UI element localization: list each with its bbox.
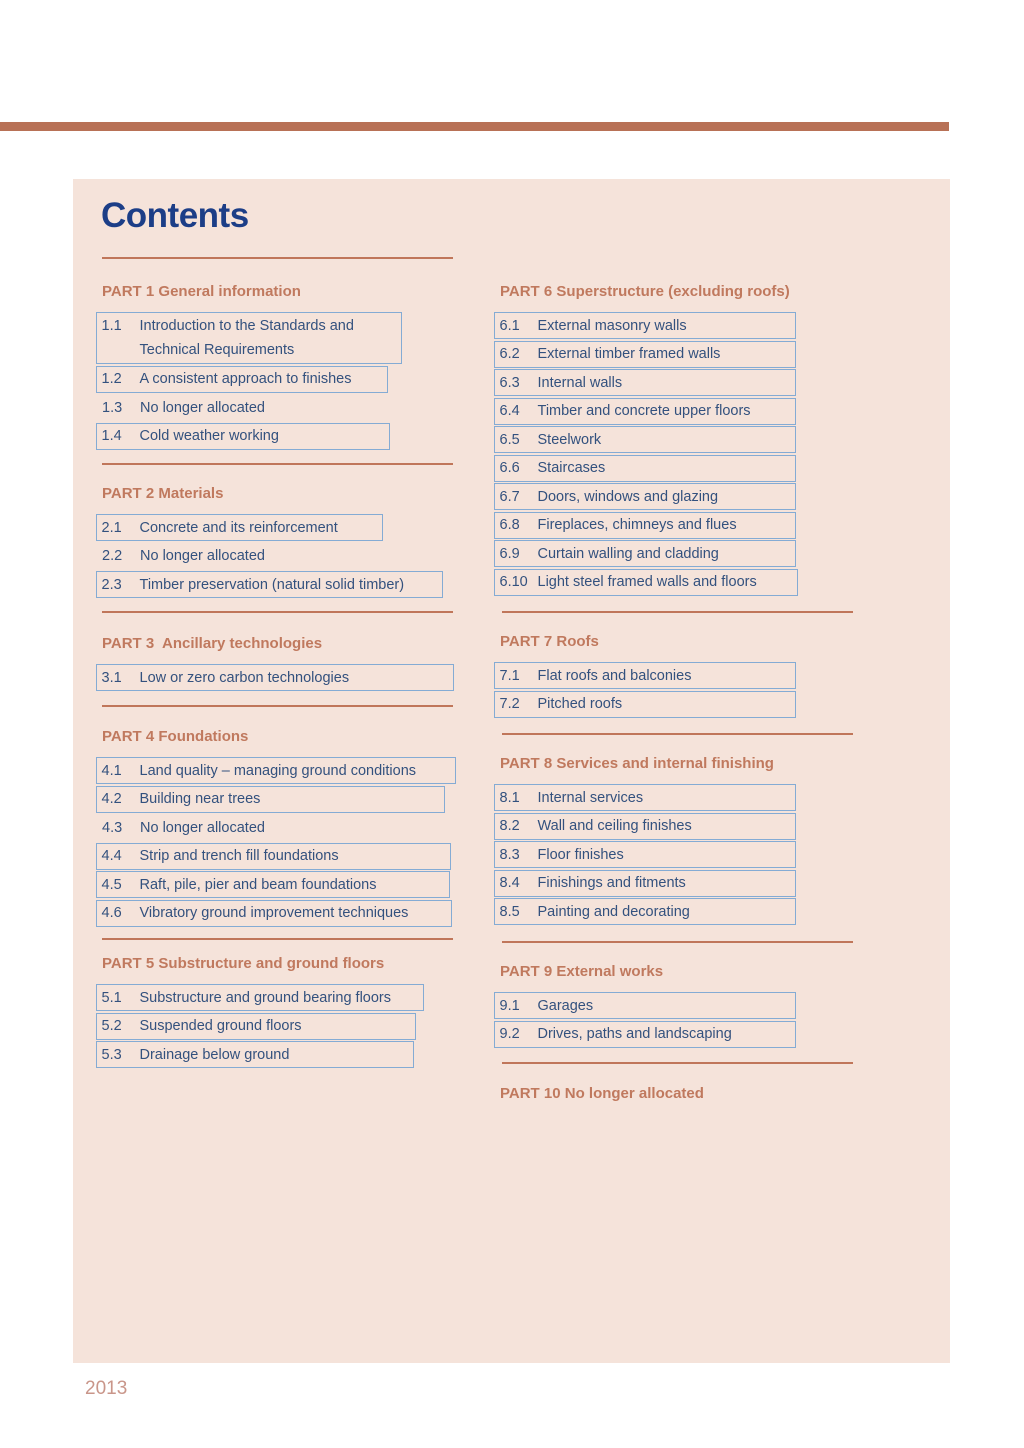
part-section-4: [96, 728, 456, 928]
toc-item-label: Strip and trench fill foundations: [139, 848, 339, 864]
toc-item-8.3[interactable]: [494, 841, 796, 868]
section-divider: [502, 941, 853, 943]
toc-item-label: External timber framed walls: [537, 346, 721, 362]
part-heading: PART 8 Services and internal finishing: [500, 755, 774, 772]
toc-item-4.1[interactable]: [96, 757, 456, 784]
toc-item-label: Painting and decorating: [537, 903, 690, 920]
part-section-9: [494, 963, 796, 1049]
part-heading: PART 2 Materials: [102, 485, 224, 502]
toc-item-number: 2.1: [101, 519, 122, 536]
toc-item-1.3: [96, 394, 402, 421]
toc-item-number: 4.4: [101, 848, 122, 864]
toc-item-8.2[interactable]: [494, 813, 796, 840]
toc-item-number: 1.4: [101, 428, 122, 444]
part-heading: PART 6 Superstructure (excluding roofs): [500, 283, 790, 300]
part-section-10: [494, 1085, 704, 1114]
toc-item-8.4[interactable]: [494, 870, 796, 897]
toc-item-number: 6.2: [499, 346, 520, 362]
section-divider: [102, 463, 453, 465]
toc-item-label: Low or zero carbon technologies: [139, 669, 350, 686]
toc-item-label: Flat roofs and balconies: [537, 667, 692, 684]
toc-item-label: Building near trees: [139, 791, 261, 807]
part-items: [96, 757, 456, 927]
toc-item-label: Internal walls: [537, 374, 623, 391]
toc-item-number: 3.1: [101, 669, 122, 686]
toc-item-2.3[interactable]: [96, 571, 443, 598]
toc-item-number: 1.2: [101, 371, 122, 387]
toc-item-5.1[interactable]: [96, 984, 424, 1011]
toc-item-label: Internal services: [537, 789, 644, 806]
toc-item-label: Land quality – managing ground conditions: [139, 762, 417, 779]
toc-item-7.2[interactable]: [494, 691, 796, 718]
part-items: [96, 312, 402, 450]
toc-item-label: Introduction to the Standards and Technical Requirements: [139, 318, 354, 358]
toc-item-number: 2.2: [102, 548, 123, 564]
toc-item-7.1[interactable]: [494, 662, 796, 689]
toc-item-number: 5.1: [101, 989, 122, 1006]
toc-item-6.7[interactable]: [494, 483, 796, 510]
toc-item-number: 4.6: [101, 905, 122, 921]
toc-item-3.1[interactable]: [96, 664, 454, 691]
part-items: [96, 664, 454, 691]
toc-item-number: 6.5: [499, 431, 520, 448]
contents-panel: [73, 179, 950, 1363]
toc-item-label: Concrete and its reinforcement: [139, 519, 338, 536]
toc-item-label: Raft, pile, pier and beam foundations: [139, 876, 377, 893]
toc-item-label: Wall and ceiling finishes: [537, 818, 692, 834]
page-title: Contents: [101, 196, 249, 235]
part-heading: PART 7 Roofs: [500, 633, 599, 650]
part-heading: PART 1 General information: [102, 283, 301, 300]
toc-item-label: Light steel framed walls and floors: [537, 574, 757, 590]
toc-item-label: Staircases: [537, 460, 606, 476]
toc-item-4.5[interactable]: [96, 871, 450, 898]
toc-item-5.2[interactable]: [96, 1013, 416, 1040]
toc-item-6.10[interactable]: [494, 569, 798, 596]
part-section-5: [96, 955, 424, 1070]
toc-item-number: 8.3: [499, 846, 520, 863]
toc-item-label: Drives, paths and landscaping: [537, 1026, 732, 1042]
toc-item-number: 6.7: [499, 488, 520, 505]
toc-item-label: No longer allocated: [140, 399, 265, 416]
toc-item-label: Doors, windows and glazing: [537, 488, 719, 505]
part-items: [494, 312, 798, 596]
section-divider: [102, 611, 453, 613]
toc-item-label: Pitched roofs: [537, 696, 623, 712]
toc-item-6.5[interactable]: [494, 426, 796, 453]
part-items: [96, 514, 443, 598]
toc-item-label: Cold weather working: [139, 428, 279, 444]
title-divider: [102, 257, 453, 259]
part-section-1: [96, 283, 402, 451]
footer-year: 2013: [85, 1378, 128, 1399]
toc-item-number: 9.2: [499, 1026, 520, 1042]
toc-item-number: 4.3: [102, 819, 123, 836]
toc-item-number: 7.1: [499, 667, 520, 684]
toc-item-number: 6.3: [499, 374, 520, 391]
toc-item-4.6[interactable]: [96, 900, 452, 927]
toc-item-1.2[interactable]: [96, 366, 388, 393]
part-section-6: [494, 283, 798, 597]
section-divider: [502, 611, 853, 613]
toc-item-label: No longer allocated: [140, 548, 265, 564]
part-items: [494, 662, 796, 718]
toc-item-label: Vibratory ground improvement techniques: [139, 905, 409, 921]
part-heading: PART 9 External works: [500, 963, 664, 980]
toc-item-number: 8.1: [499, 789, 520, 806]
toc-item-number: 4.1: [101, 762, 122, 779]
toc-item-number: 6.6: [499, 460, 520, 476]
toc-item-label: Floor finishes: [537, 846, 624, 863]
part-section-7: [494, 633, 796, 719]
section-divider: [502, 733, 853, 735]
toc-item-8.1[interactable]: [494, 784, 796, 811]
part-items: [96, 984, 424, 1068]
section-divider: [102, 938, 453, 940]
toc-item-label: Substructure and ground bearing floors: [139, 989, 391, 1006]
toc-item-4.2[interactable]: [96, 786, 445, 813]
section-divider: [102, 705, 453, 707]
top-accent-bar: [0, 122, 949, 131]
toc-item-label: Finishings and fitments: [537, 875, 686, 891]
part-items: [494, 784, 796, 925]
toc-item-number: 8.4: [499, 875, 520, 891]
toc-item-5.3[interactable]: [96, 1041, 414, 1068]
section-divider: [502, 1062, 853, 1064]
toc-item-6.8[interactable]: [494, 512, 796, 539]
toc-item-6.9[interactable]: [494, 540, 796, 567]
toc-item-label: Suspended ground floors: [139, 1018, 302, 1034]
toc-item-number: 6.8: [499, 517, 520, 533]
part-heading: PART 10 No longer allocated: [500, 1085, 704, 1102]
toc-item-2.1[interactable]: [96, 514, 383, 541]
toc-item-6.4[interactable]: [494, 398, 796, 425]
toc-item-9.1[interactable]: [494, 992, 796, 1019]
toc-item-label: A consistent approach to finishes: [139, 371, 352, 387]
toc-item-label: Drainage below ground: [139, 1046, 290, 1063]
toc-item-label: No longer allocated: [140, 819, 265, 836]
toc-item-number: 7.2: [499, 696, 520, 712]
toc-item-number: 8.2: [499, 818, 520, 834]
toc-item-1.1[interactable]: [96, 312, 402, 364]
part-section-2: [96, 485, 443, 600]
toc-item-number: 8.5: [499, 903, 520, 920]
part-section-3: [96, 635, 454, 693]
toc-item-label: Garages: [537, 997, 594, 1014]
toc-item-label: Curtain walling and cladding: [537, 545, 719, 562]
toc-item-6.2[interactable]: [494, 341, 796, 368]
toc-item-1.4[interactable]: [96, 423, 390, 450]
toc-item-8.5[interactable]: [494, 898, 796, 925]
toc-item-number: 4.2: [101, 791, 122, 807]
toc-item-2.2: [96, 543, 443, 570]
part-heading: PART 3 Ancillary technologies: [102, 635, 323, 652]
toc-item-label: External masonry walls: [537, 317, 687, 334]
part-heading: PART 4 Foundations: [102, 728, 249, 745]
toc-item-label: Steelwork: [537, 431, 602, 448]
toc-item-number: 6.10: [499, 574, 528, 590]
part-section-8: [494, 755, 796, 927]
toc-item-number: 4.5: [101, 876, 122, 893]
toc-item-label: Timber preservation (natural solid timber): [139, 576, 405, 593]
toc-item-number: 6.9: [499, 545, 520, 562]
toc-item-number: 1.1: [101, 318, 122, 334]
toc-item-4.3: [96, 814, 456, 841]
toc-item-label: Timber and concrete upper floors: [537, 403, 751, 419]
toc-item-9.2[interactable]: [494, 1021, 796, 1048]
toc-item-number: 5.2: [101, 1018, 122, 1034]
toc-item-6.3[interactable]: [494, 369, 796, 396]
toc-item-number: 6.1: [499, 317, 520, 334]
toc-item-6.1[interactable]: [494, 312, 796, 339]
toc-item-number: 6.4: [499, 403, 520, 419]
part-items: [494, 992, 796, 1048]
toc-item-number: 1.3: [102, 399, 123, 416]
toc-item-number: 5.3: [101, 1046, 122, 1063]
toc-item-number: 2.3: [101, 576, 122, 593]
toc-item-number: 9.1: [499, 997, 520, 1014]
toc-item-6.6[interactable]: [494, 455, 796, 482]
part-heading: PART 5 Substructure and ground floors: [102, 955, 385, 972]
toc-item-4.4[interactable]: [96, 843, 451, 870]
toc-item-label: Fireplaces, chimneys and flues: [537, 517, 737, 533]
